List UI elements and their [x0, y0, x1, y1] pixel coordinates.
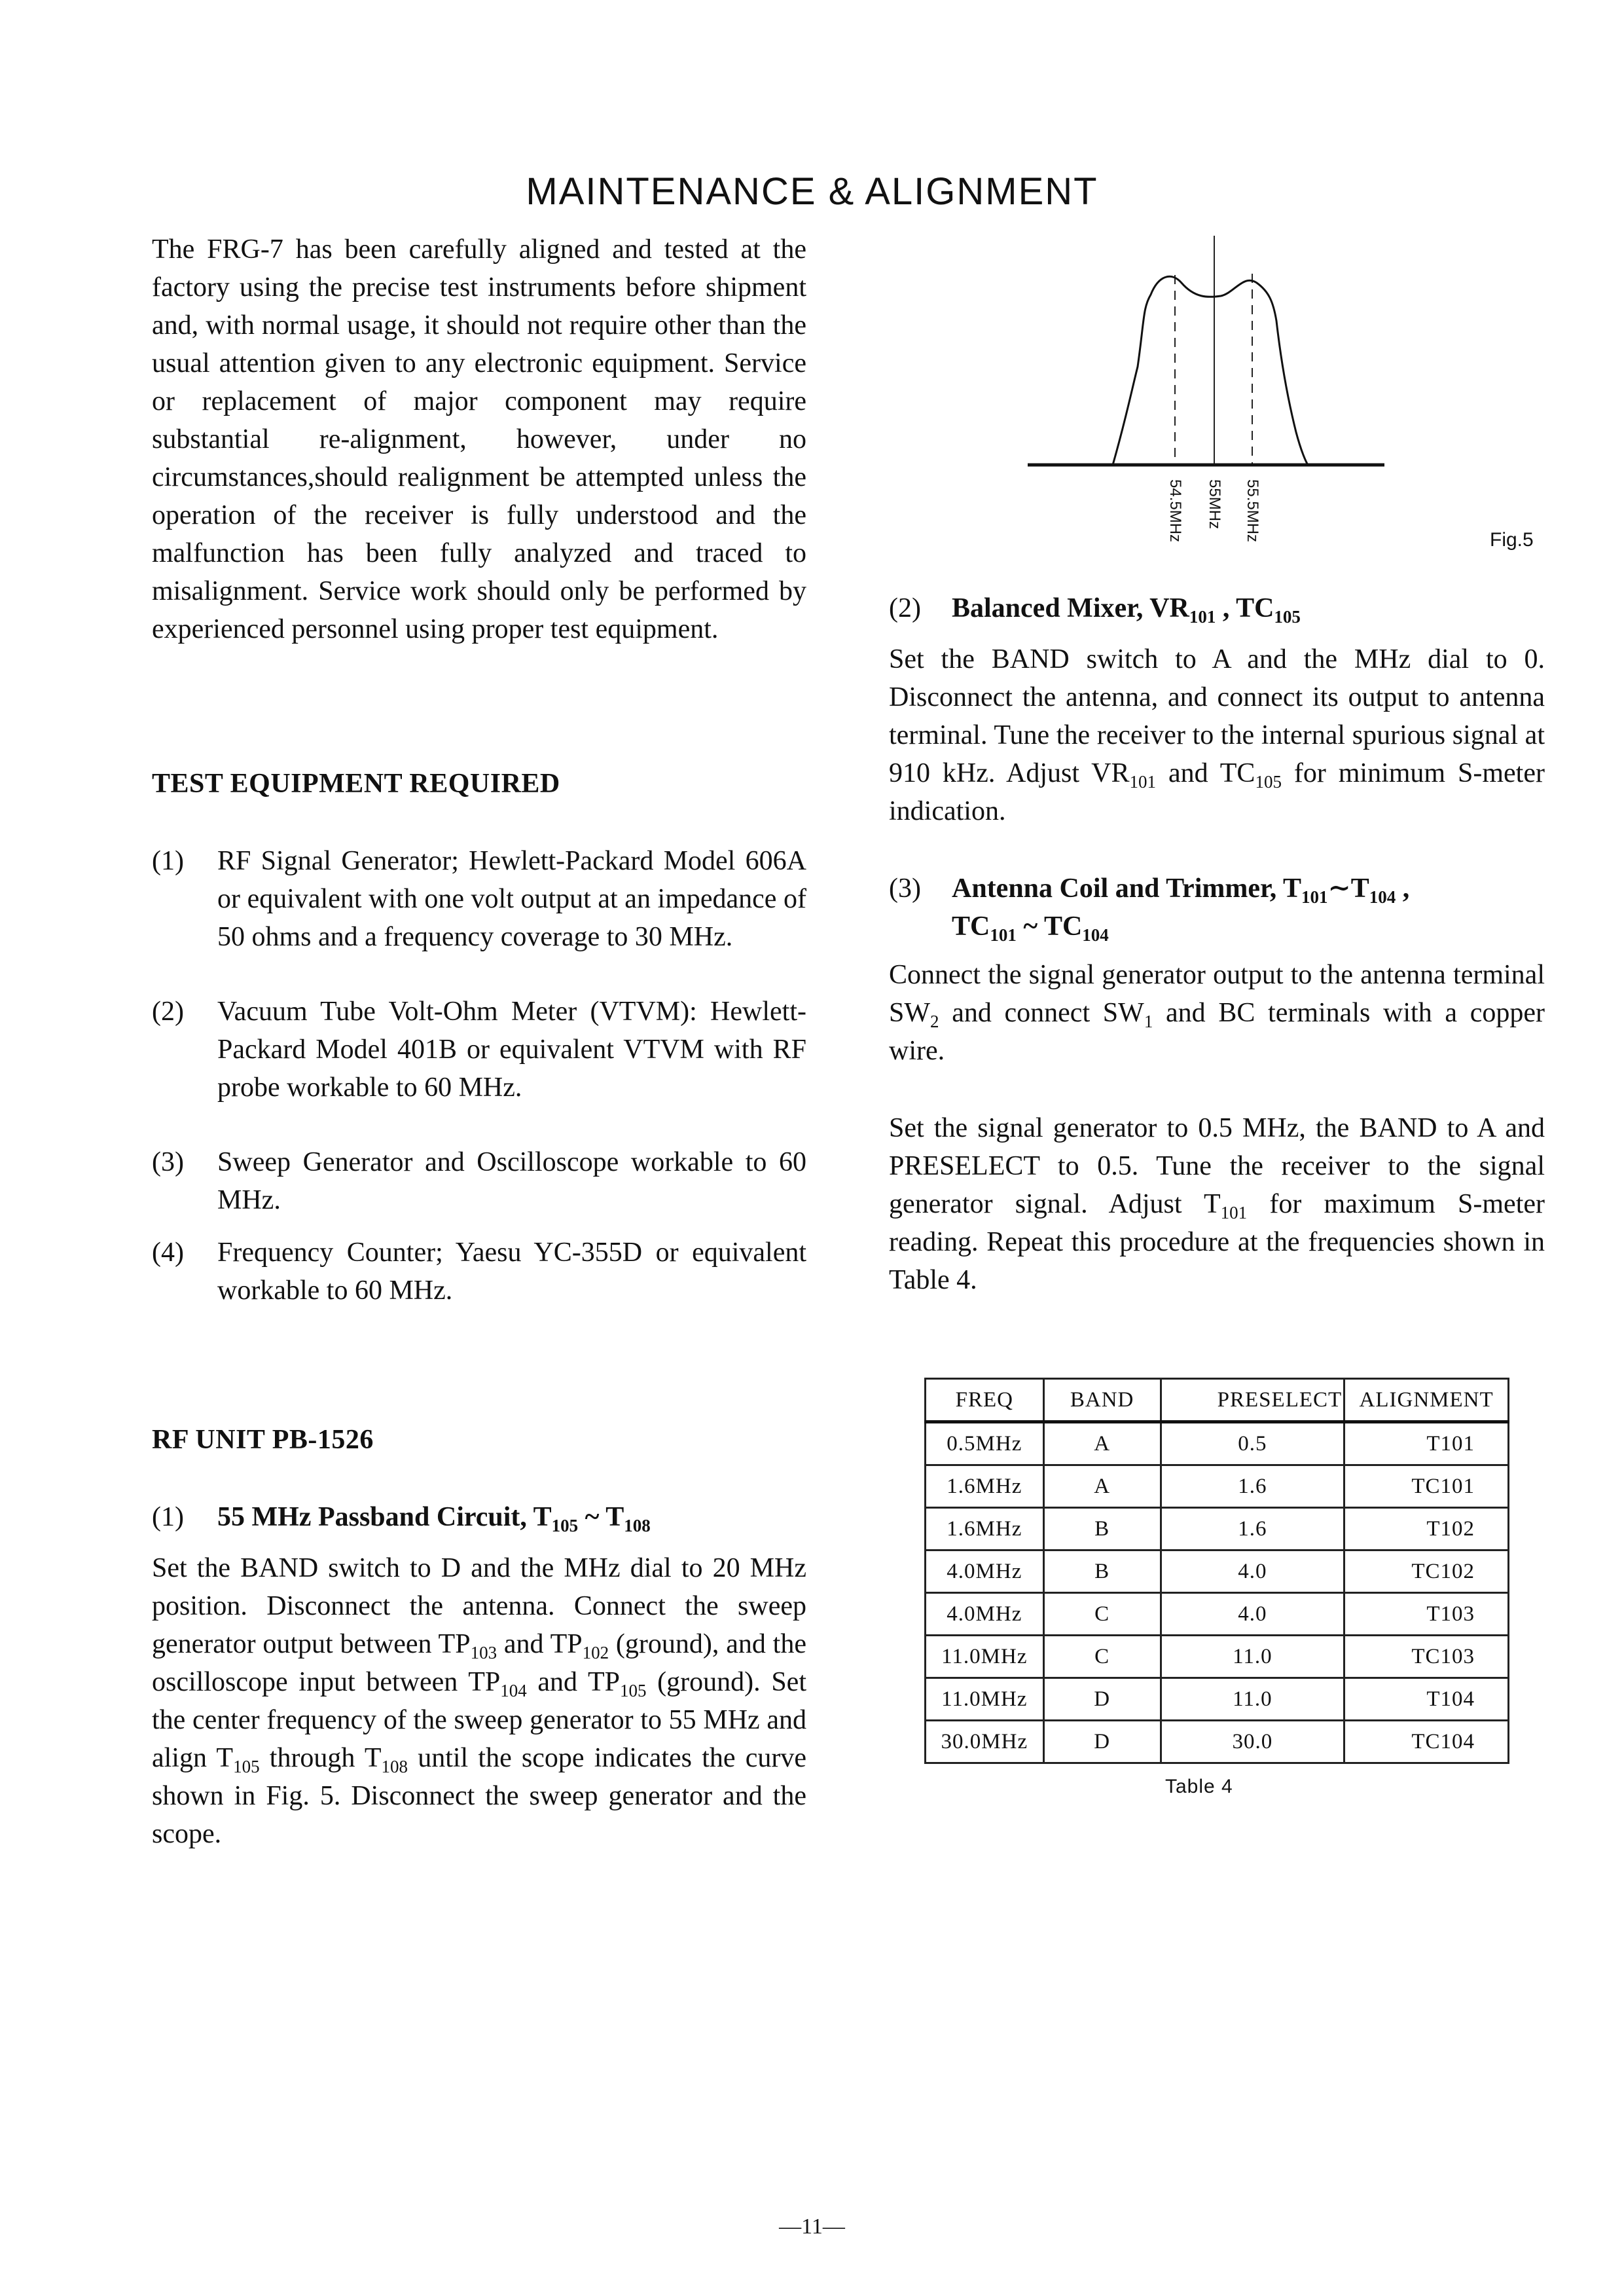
cell-band: A [1043, 1465, 1161, 1508]
marker-label-high: 55.5MHz [1244, 479, 1261, 543]
test-equipment-heading: TEST EQUIPMENT REQUIRED [152, 769, 560, 799]
cell-alignment: T103 [1344, 1593, 1509, 1636]
cell-freq: 4.0MHz [926, 1593, 1044, 1636]
cell-freq: 11.0MHz [926, 1678, 1044, 1721]
cell-band: D [1043, 1678, 1161, 1721]
marker-label-center: 55MHz [1206, 479, 1223, 530]
cell-freq: 0.5MHz [926, 1422, 1044, 1465]
col-header-band: BAND [1043, 1379, 1161, 1422]
step-number: (1) [152, 1502, 184, 1532]
cell-band: A [1043, 1422, 1161, 1465]
cell-alignment: T101 [1344, 1422, 1509, 1465]
table-row [926, 1465, 1509, 1508]
alignment-table [924, 1378, 1509, 1764]
cell-preselect: 0.5 [1161, 1422, 1344, 1465]
col-header-alignment: ALIGNMENT [1344, 1379, 1509, 1422]
cell-freq: 11.0MHz [926, 1636, 1044, 1678]
rf-unit-heading: RF UNIT PB-1526 [152, 1425, 374, 1455]
cell-band: C [1043, 1593, 1161, 1636]
item-number: (1) [152, 846, 184, 876]
equipment-item [152, 1143, 806, 1219]
equipment-item [152, 842, 806, 956]
step1-paragraph: Set the BAND switch to D and the MHz dial to 20 MHz position. Disconnect the antenna. Connect the sweep generator output between $TP_{103}$ and $TP_{102}$ (ground), and the oscilloscope input between $TP_{104}$ and $TP_{105}$ (ground). Set the center frequency of the sweep generator to 55 MHz and align $T_{105}$ through $T_{108}$ until the scope indicates the curve shown in Fig. 5. Disconnect the sweep generator and the scope. [152, 1553, 806, 1849]
table-row [926, 1721, 1509, 1763]
step-title: Antenna Coil and Trimmer, $T_{101}\sim T_{104}$ , $TC_{101}$ ~ $TC_{104}$ [952, 873, 1410, 945]
item-text: Vacuum Tube Volt-Ohm Meter (VTVM): Hewlett-Packard Model 401B or equivalent VTVM with RF probe workable to 60 MHz. [217, 997, 806, 1103]
cell-alignment: TC104 [1344, 1721, 1509, 1763]
table-row [926, 1508, 1509, 1550]
test-equipment-list [152, 842, 806, 1310]
item-text: Frequency Counter; Yaesu YC-355D or equivalent workable to 60 MHz. [217, 1238, 806, 1306]
col-header-preselect: PRESELECT [1161, 1379, 1344, 1422]
table-header-row [926, 1379, 1509, 1422]
table-row [926, 1422, 1509, 1465]
equipment-item [152, 1234, 806, 1310]
table-row [926, 1636, 1509, 1678]
item-text: Sweep Generator and Oscilloscope workable to 60 MHz. [217, 1147, 806, 1215]
cell-band: B [1043, 1550, 1161, 1593]
page-title: MAINTENANCE & ALIGNMENT [526, 170, 1098, 213]
marker-label-low: 54.5MHz [1166, 479, 1184, 543]
cell-alignment: T102 [1344, 1508, 1509, 1550]
cell-preselect: 1.6 [1161, 1508, 1344, 1550]
step3-paragraph-1: Connect the signal generator output to the antenna terminal $SW_2$ and connect $SW_1$ and BC terminals with a copper wire. [889, 960, 1545, 1066]
passband-curve [1113, 276, 1308, 465]
step3-paragraph-2: Set the signal generator to 0.5 MHz, the BAND to A and PRESELECT to 0.5. Tune the receiver to the signal generator signal. Adjust $T_{101}$ for maximum S-meter reading. Repeat this procedure at the frequencies shown in Table 4. [889, 1113, 1545, 1295]
cell-alignment: TC102 [1344, 1550, 1509, 1593]
cell-band: C [1043, 1636, 1161, 1678]
step3-heading [889, 870, 1545, 945]
cell-preselect: 30.0 [1161, 1721, 1344, 1763]
cell-freq: 30.0MHz [926, 1721, 1044, 1763]
figure-label: Fig.5 [1490, 529, 1534, 551]
cell-preselect: 11.0 [1161, 1636, 1344, 1678]
cell-preselect: 11.0 [1161, 1678, 1344, 1721]
item-number: (3) [152, 1147, 184, 1177]
col-header-freq: FREQ [926, 1379, 1044, 1422]
table-row [926, 1678, 1509, 1721]
cell-band: B [1043, 1508, 1161, 1550]
step-number: (3) [889, 873, 921, 904]
passband-curve-figure [1021, 236, 1388, 550]
item-number: (4) [152, 1238, 184, 1268]
step-title: Balanced Mixer, $VR_{101}$ , $TC_{105}$ [952, 593, 1301, 627]
cell-preselect: 4.0 [1161, 1593, 1344, 1636]
item-number: (2) [152, 997, 184, 1027]
step1-heading [152, 1498, 806, 1536]
table-caption: Table 4 [1165, 1776, 1233, 1797]
cell-freq: 1.6MHz [926, 1465, 1044, 1508]
cell-alignment: T104 [1344, 1678, 1509, 1721]
page-number: —11— [779, 2214, 845, 2239]
cell-alignment: TC103 [1344, 1636, 1509, 1678]
intro-paragraph: The FRG-7 has been carefully aligned and tested at the factory using the precise test instruments before shipment and, with normal usage, it should not require other than the usual attention given to any electronic equipment. Service or replacement of major component may require substantial re-alignment, however, under no circumstances,should realignment be attempted unless the operation of the receiver is fully understood and the malfunction has been fully analyzed and traced to misalignment. Service work should only be performed by experienced personnel using proper test equipment. [152, 234, 806, 644]
cell-freq: 4.0MHz [926, 1550, 1044, 1593]
table-row [926, 1593, 1509, 1636]
step2-heading [889, 589, 1545, 627]
item-text: RF Signal Generator; Hewlett-Packard Model 606A or equivalent with one volt output at an impedance of 50 ohms and a frequency coverage to 30 MHz. [217, 846, 806, 952]
cell-preselect: 1.6 [1161, 1465, 1344, 1508]
cell-band: D [1043, 1721, 1161, 1763]
equipment-item [152, 993, 806, 1107]
cell-preselect: 4.0 [1161, 1550, 1344, 1593]
table-row [926, 1550, 1509, 1593]
cell-alignment: TC101 [1344, 1465, 1509, 1508]
step-title: 55 MHz Passband Circuit, $T_{105}$ ~ $T_{108}$ [217, 1502, 651, 1535]
cell-freq: 1.6MHz [926, 1508, 1044, 1550]
step2-paragraph: Set the BAND switch to A and the MHz dial to 0. Disconnect the antenna, and connect its output to antenna terminal. Tune the receiver to the internal spurious signal at 910 kHz. Adjust $VR_{101}$ and $TC_{105}$ for minimum S-meter indication. [889, 644, 1545, 826]
step-number: (2) [889, 593, 921, 623]
